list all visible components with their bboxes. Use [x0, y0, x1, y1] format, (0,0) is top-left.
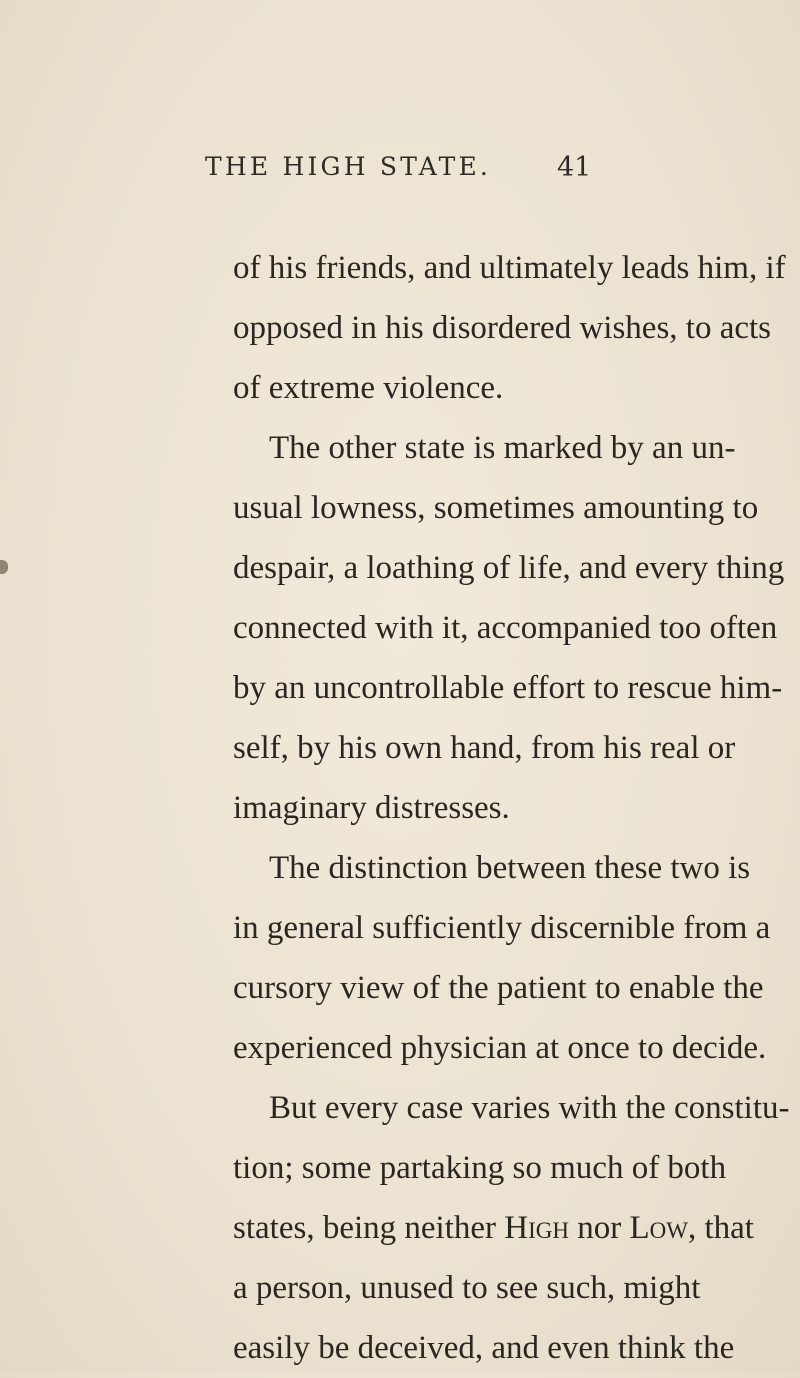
page-header	[205, 152, 625, 192]
text-line: experienced physician at once to decide.	[233, 1030, 767, 1066]
small-caps-word: High	[504, 1210, 569, 1246]
paragraph-start-line: But every case varies with the constitu-	[269, 1090, 790, 1126]
text-line: usual lowness, sometimes amounting to	[233, 490, 759, 526]
text-line: by an uncontrollable effort to rescue him-	[233, 670, 783, 706]
page-edge-mark	[0, 560, 8, 574]
text-line: imaginary distresses.	[233, 790, 510, 826]
text-line: easily be deceived, and even think the	[233, 1330, 735, 1366]
line-segment: states, being neither	[233, 1210, 497, 1246]
text-line: despair, a loathing of life, and every thing	[233, 550, 785, 586]
text-line: a person, unused to see such, might	[233, 1270, 701, 1306]
text-line: of his friends, and ultimately leads him, if	[233, 250, 786, 286]
page-number: 41	[557, 152, 592, 183]
paragraph-start-line: The distinction between these two is	[269, 850, 751, 886]
line-segment: , that	[687, 1210, 754, 1246]
text-line: connected with it, accompanied too often	[233, 610, 778, 646]
line-segment: nor	[577, 1210, 622, 1246]
text-line-small-caps	[233, 1198, 754, 1258]
text-line: in general sufficiently discernible from a	[233, 910, 771, 946]
text-line: cursory view of the patient to enable the	[233, 970, 764, 1006]
small-caps-word: Low	[629, 1210, 688, 1246]
text-line: opposed in his disordered wishes, to acts	[233, 310, 772, 346]
text-line: self, by his own hand, from his real or	[233, 730, 736, 766]
paragraph-start-line: The other state is marked by an un-	[269, 430, 736, 466]
text-line: tion; some partaking so much of both	[233, 1150, 727, 1186]
text-line: of extreme violence.	[233, 370, 504, 406]
running-title: THE HIGH STATE.	[205, 152, 492, 181]
